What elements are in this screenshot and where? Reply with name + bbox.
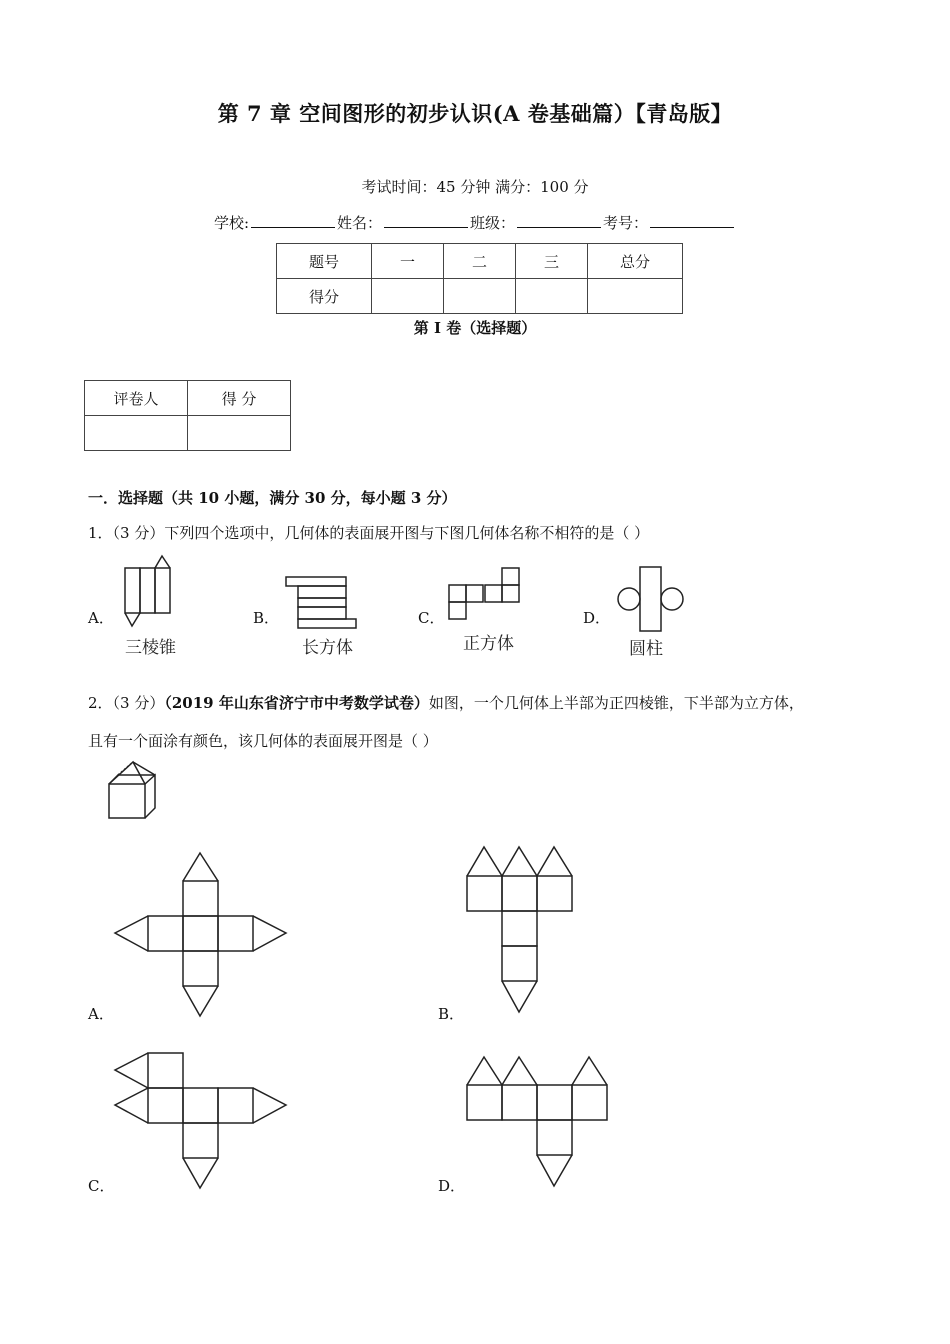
score-row-label: 得分 <box>277 279 372 314</box>
q2-option-b-label: B． <box>438 1005 465 1023</box>
q1-figure-b <box>280 570 380 660</box>
q1-figure-a <box>110 550 210 660</box>
q1-figure-d <box>615 563 695 663</box>
q2-figure-a <box>112 850 292 1020</box>
q2-option-a-label: A． <box>88 1005 114 1023</box>
q1-caption-c: 正方体 <box>463 634 514 654</box>
score-table-header <box>277 244 683 279</box>
q1-caption-b: 长方体 <box>302 638 353 658</box>
q2-option-c-label: C． <box>88 1177 115 1195</box>
score-cell[interactable] <box>516 279 588 314</box>
q1-option-a-label: A． <box>88 609 114 627</box>
grader-header-cell: 评卷人 <box>85 381 188 416</box>
q1-caption-a: 三棱锥 <box>125 638 176 658</box>
volume-title: 第 I 卷（选择题） <box>413 319 537 337</box>
score-header-cell: 题号 <box>277 244 372 279</box>
class-label: 班级： <box>470 214 516 232</box>
school-label: 学校: <box>213 214 249 232</box>
info-fields <box>0 212 950 233</box>
exam-meta: 考试时间：45 分钟 满分：100 分 <box>361 178 589 196</box>
score-cell[interactable] <box>372 279 444 314</box>
question-1-text: 1．（3 分）下列四个选项中，几何体的表面展开图与下图几何体名称不相符的是（ ） <box>88 524 650 542</box>
name-blank[interactable] <box>384 213 468 228</box>
grader-header-cell: 得 分 <box>188 381 291 416</box>
number-label: 考号： <box>603 214 649 232</box>
class-blank[interactable] <box>517 213 601 228</box>
grader-cell[interactable] <box>85 416 188 451</box>
score-header-cell: 二 <box>444 244 516 279</box>
q2-solid-figure <box>105 758 165 823</box>
q1-option-b-label: B． <box>253 609 280 627</box>
name-label: 姓名： <box>337 214 383 232</box>
q1-option-c-label: C． <box>418 609 445 627</box>
question-2-text <box>88 692 878 713</box>
page-title: 第 7 章 空间图形的初步认识(A 卷基础篇）【青岛版】 <box>217 101 733 126</box>
number-blank[interactable] <box>650 213 734 228</box>
score-header-cell: 一 <box>372 244 444 279</box>
section-heading: 一．选择题（共 10 小题，满分 30 分，每小题 3 分） <box>88 489 457 507</box>
q2-option-d-label: D． <box>438 1177 466 1195</box>
q2-source: （2019 年山东省济宁市中考数学试卷） <box>164 694 429 712</box>
q1-caption-d: 圆柱 <box>629 639 663 659</box>
school-blank[interactable] <box>251 213 335 228</box>
score-cell[interactable] <box>588 279 683 314</box>
q1-option-d-label: D． <box>583 609 611 627</box>
score-cell[interactable] <box>444 279 516 314</box>
grader-cell[interactable] <box>188 416 291 451</box>
score-header-cell: 总分 <box>588 244 683 279</box>
q2-figure-b <box>465 842 580 1017</box>
q2-text-line1: 如图，一个几何体上半部为正四棱锥，下半部为立方体， <box>428 694 804 712</box>
question-2-text-line2: 且有一个面涂有颜色，该几何体的表面展开图是（ ） <box>88 732 438 750</box>
score-table-row <box>277 279 683 314</box>
score-table <box>276 243 683 314</box>
q2-prefix: 2．（3 分） <box>88 694 165 712</box>
q1-figure-c <box>445 565 545 660</box>
score-header-cell: 三 <box>516 244 588 279</box>
q2-figure-d <box>465 1055 615 1190</box>
grader-table <box>84 380 291 451</box>
q2-figure-c <box>112 1050 292 1190</box>
